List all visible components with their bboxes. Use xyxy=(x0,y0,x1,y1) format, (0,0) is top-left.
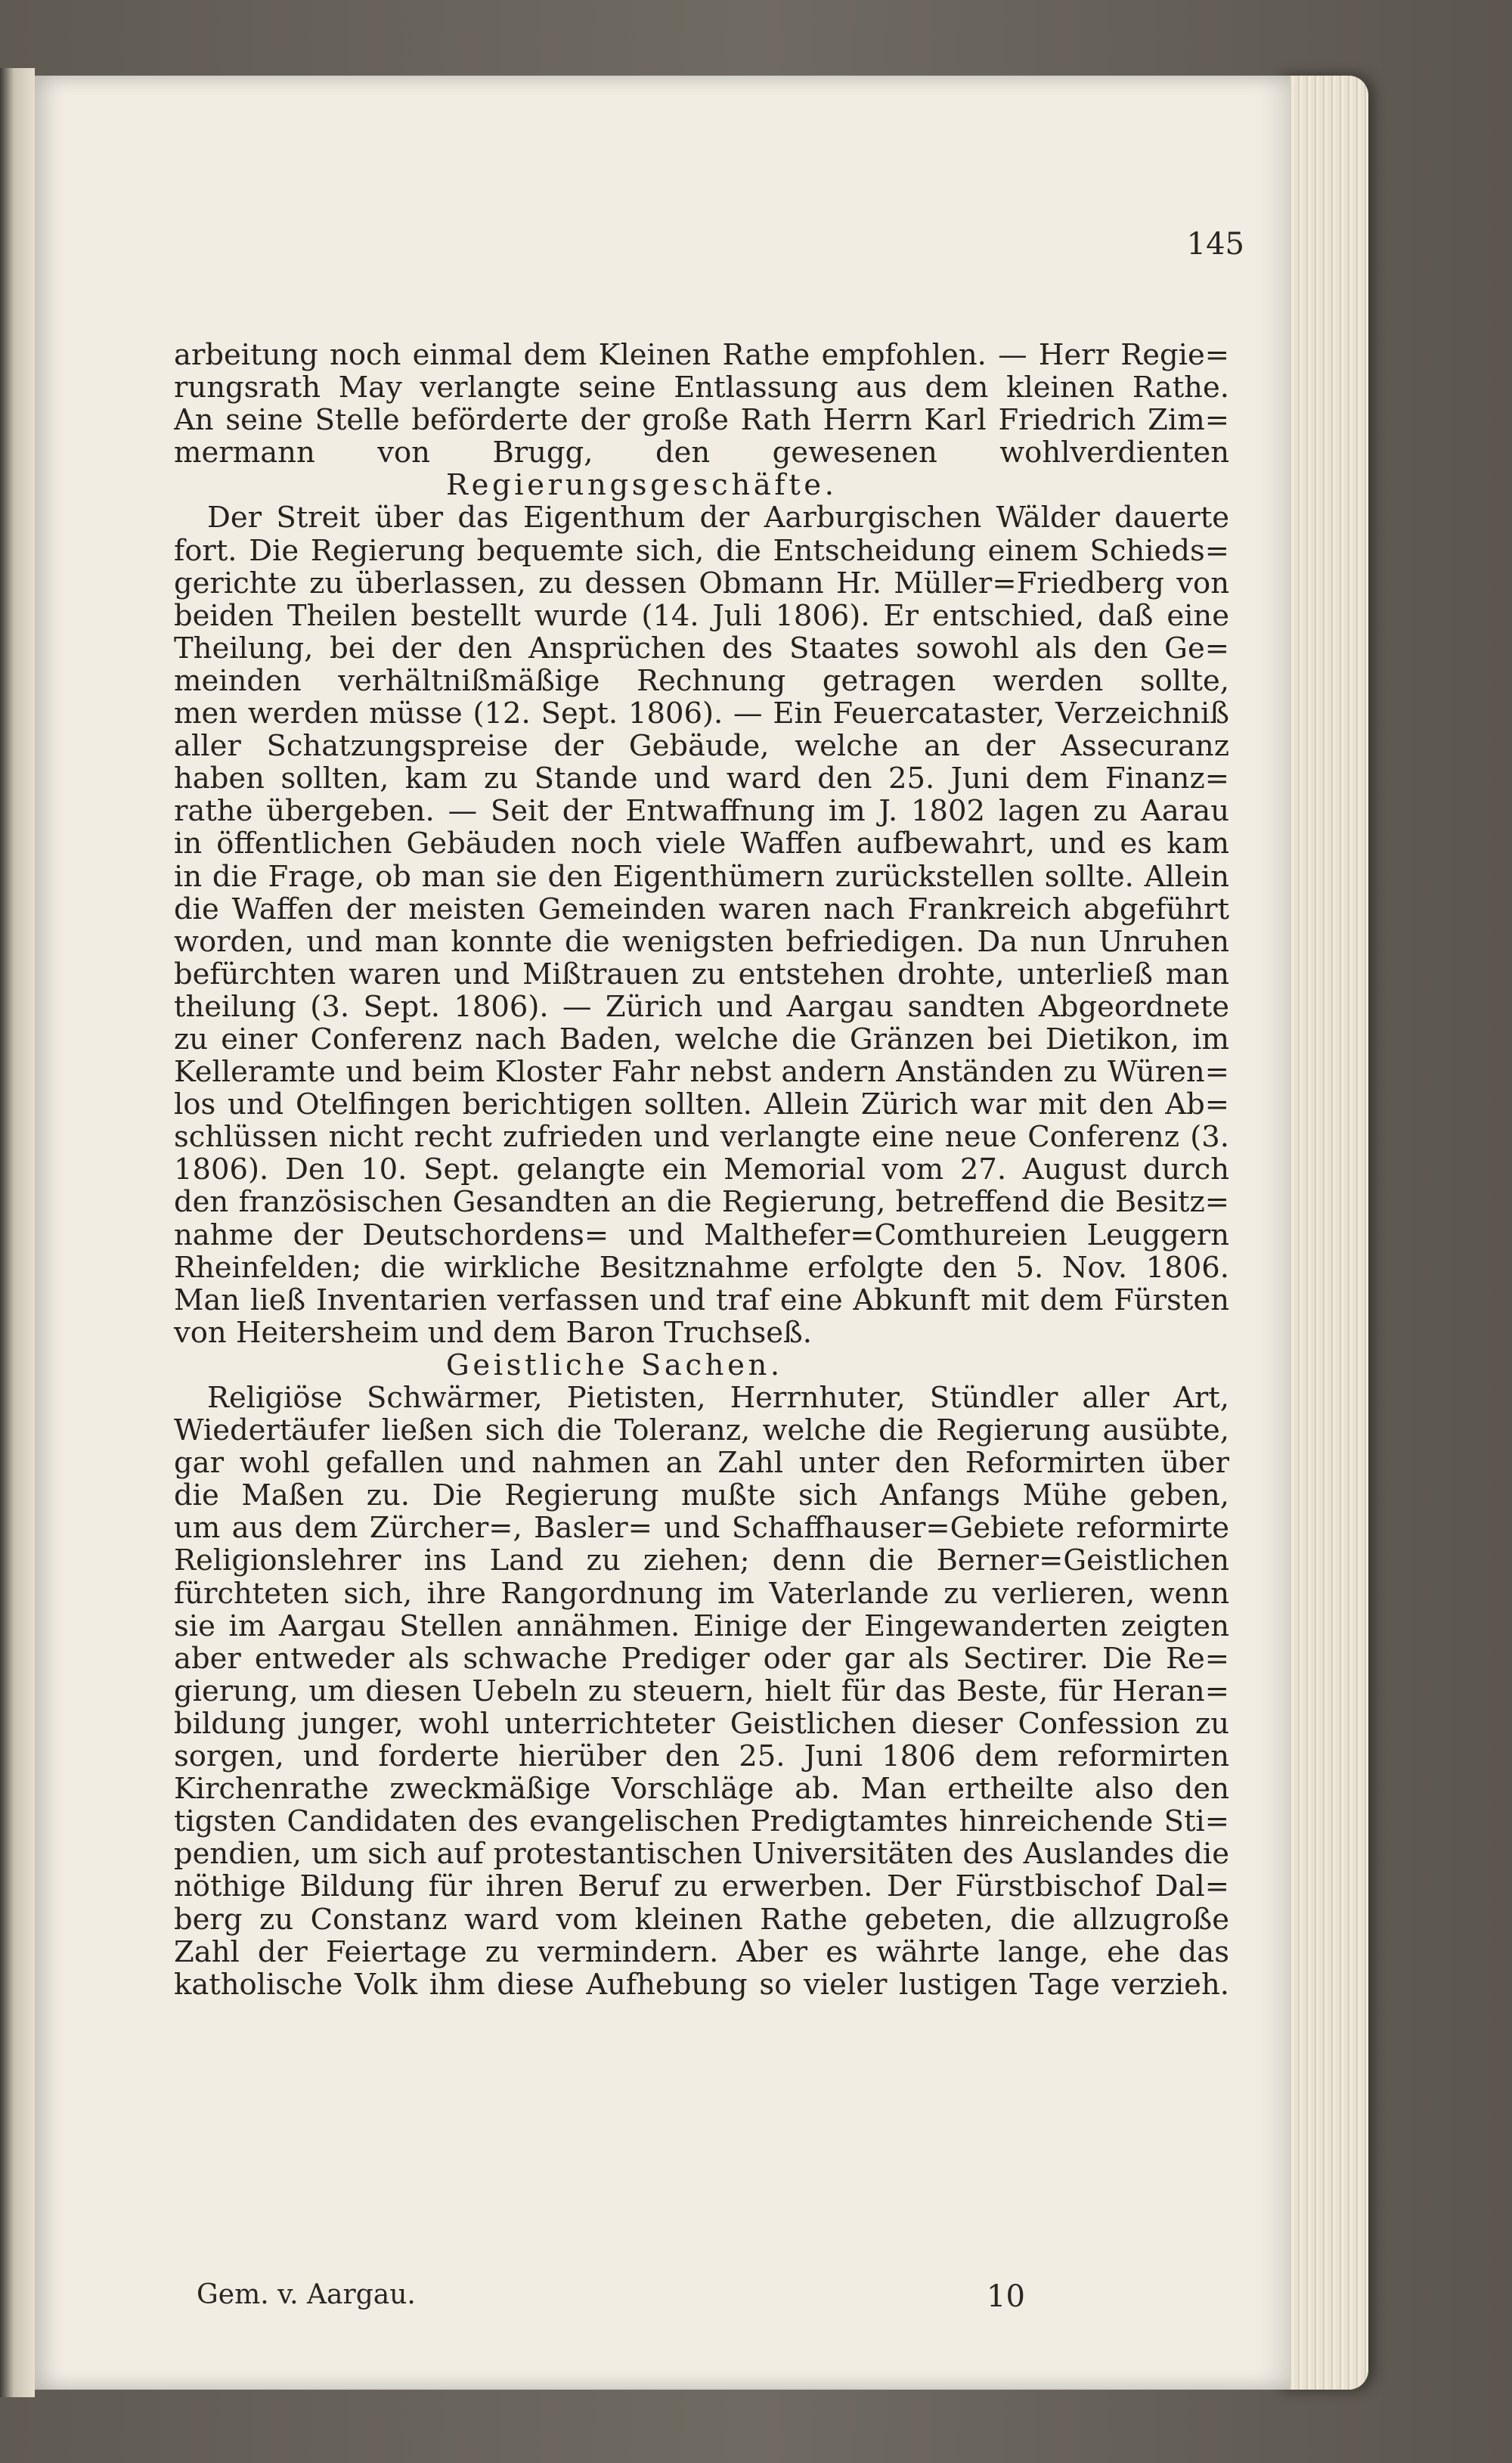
book-page xyxy=(35,76,1290,2390)
text-line: katholische Volk ihm diese Aufhebung so vieler lustigen Tage verzieh. xyxy=(174,1968,1229,2001)
text-line: nahme der Deutschordens= und Malthefer=Comthureien Leuggern xyxy=(174,1218,1229,1252)
text-line: Theilung, bei der den Ansprüchen des Staates sowohl als den Ge= xyxy=(174,631,1229,665)
text-line: 1806). Den 10. Sept. gelangte ein Memorial vom 27. August durch xyxy=(174,1153,1229,1187)
page-footer xyxy=(174,2279,1229,2325)
text-line: aller Schatzungspreise der Gebäude, welche an der Assecuranz xyxy=(174,730,1229,763)
text-line: worden, und man konnte die wenigsten befriedigen. Da nun Unruhen xyxy=(174,925,1229,958)
text-line: haben sollten, kam zu Stande und ward den 25. Juni dem Finanz= xyxy=(174,762,1229,796)
section-heading: Geistliche Sachen. xyxy=(446,1348,783,1382)
text-line: Religionslehrer ins Land zu ziehen; denn die Berner=Geistlichen xyxy=(174,1544,1229,1577)
text-line: pendien, um sich auf protestantischen Universitäten des Auslandes die xyxy=(174,1838,1229,1871)
text-line: Der Streit über das Eigenthum der Aarburgischen Wälder dauerte xyxy=(207,501,1229,535)
text-line: Wiedertäufer ließen sich die Toleranz, welche die Regierung ausübte, xyxy=(174,1414,1229,1447)
body-text xyxy=(174,339,1229,2001)
section-heading: Regierungsgeschäfte. xyxy=(446,468,838,503)
text-line: bildung junger, wohl unterrichteter Geistlichen dieser Confession zu xyxy=(174,1707,1229,1741)
text-line: Zahl der Feiertage zu vermindern. Aber es währte lange, ehe das xyxy=(174,1935,1229,1968)
text-line: mermann von Brugg, den gewesenen wohlverdienten xyxy=(174,436,1229,470)
text-line: Man ließ Inventarien verfassen und traf eine Abkunft mit dem Fürsten xyxy=(174,1283,1229,1317)
signature-mark: Gem. v. Aargau. xyxy=(197,2279,416,2310)
sheet-number: 10 xyxy=(987,2279,1025,2314)
text-line: die Waffen der meisten Gemeinden waren nach Frankreich abgeführt xyxy=(174,892,1229,926)
page-edges xyxy=(1278,76,1368,2390)
text-line: Kelleramte und beim Kloster Fahr nebst andern Anständen zu Würen= xyxy=(174,1056,1229,1089)
text-line: schlüssen nicht recht zufrieden und verlangte eine neue Conferenz (3. xyxy=(174,1121,1229,1154)
text-line: rathe übergeben. — Seit der Entwaffnung im J. 1802 lagen zu Aarau xyxy=(174,795,1229,828)
text-line: arbeitung noch einmal dem Kleinen Rathe empfohlen. — Herr Regie= xyxy=(174,339,1229,372)
text-line: den französischen Gesandten an die Regierung, betreffend die Besitz= xyxy=(174,1186,1229,1219)
text-line: beiden Theilen bestellt wurde (14. Juli 1806). Er entschied, daß eine xyxy=(174,599,1229,632)
text-line: gierung, um diesen Uebeln zu steuern, hielt für das Beste, für Heran= xyxy=(174,1674,1229,1708)
text-line: Rheinfelden; die wirkliche Besitznahme erfolgte den 5. Nov. 1806. xyxy=(174,1251,1229,1284)
text-line: meinden verhältnißmäßige Rechnung getragen werden sollte, xyxy=(174,664,1229,698)
text-line: aber entweder als schwache Prediger oder gar als Sectirer. Die Re= xyxy=(174,1642,1229,1675)
text-line: sorgen, und forderte hierüber den 25. Juni 1806 dem reformirten xyxy=(174,1740,1229,1773)
text-line: theilung (3. Sept. 1806). — Zürich und Aargau sandten Abgeordnete xyxy=(174,990,1229,1023)
text-line: in die Frage, ob man sie den Eigenthümern zurückstellen sollte. Allein xyxy=(174,860,1229,893)
text-line: tigsten Candidaten des evangelischen Predigtamtes hinreichende Sti= xyxy=(174,1805,1229,1838)
text-line: An seine Stelle beförderte der große Rath Herrn Karl Friedrich Zim= xyxy=(174,404,1229,437)
text-line: berg zu Constanz ward vom kleinen Rathe gebeten, die allzugroße xyxy=(174,1903,1229,1936)
text-line: Religiöse Schwärmer, Pietisten, Herrnhuter, Stündler aller Art, xyxy=(207,1382,1229,1415)
text-line: in öffentlichen Gebäuden noch viele Waffen aufbewahrt, und es kam xyxy=(174,827,1229,861)
text-line: nöthige Bildung für ihren Beruf zu erwerben. Der Fürstbischof Dal= xyxy=(174,1870,1229,1903)
text-line: zu einer Conferenz nach Baden, welche die Gränzen bei Dietikon, im xyxy=(174,1022,1229,1056)
text-line: fürchteten sich, ihre Rangordnung im Vaterlande zu verlieren, wenn xyxy=(174,1577,1229,1610)
text-line: um aus dem Zürcher=, Basler= und Schaffhauser=Gebiete reformirte xyxy=(174,1512,1229,1545)
text-line: befürchten waren und Mißtrauen zu entstehen drohte, unterließ man xyxy=(174,957,1229,991)
text-line: rungsrath May verlangte seine Entlassung aus dem kleinen Rathe. xyxy=(174,371,1229,405)
text-line: von Heitersheim und dem Baron Truchseß. xyxy=(174,1315,812,1350)
text-line: die Maßen zu. Die Regierung mußte sich Anfangs Mühe geben, xyxy=(174,1479,1229,1512)
text-line: fort. Die Regierung bequemte sich, die Entscheidung einem Schieds= xyxy=(174,534,1229,567)
text-line: Kirchenrathe zweckmäßige Vorschläge ab. Man ertheilte also den xyxy=(174,1773,1229,1806)
text-line: gar wohl gefallen und nahmen an Zahl unter den Reformirten über xyxy=(174,1447,1229,1480)
text-line: gerichte zu überlassen, zu dessen Obmann Hr. Müller=Friedberg von xyxy=(174,566,1229,600)
text-line: los und Otelfingen berichtigen sollten. Allein Zürich war mit den Ab= xyxy=(174,1088,1229,1121)
page-number: 145 xyxy=(1186,227,1244,262)
text-line: sie im Aargau Stellen annähmen. Einige der Eingewanderten zeigten xyxy=(174,1609,1229,1643)
book-binding xyxy=(0,68,35,2397)
text-line: men werden müsse (12. Sept. 1806). — Ein Feuercataster, Verzeichniß xyxy=(174,697,1229,731)
